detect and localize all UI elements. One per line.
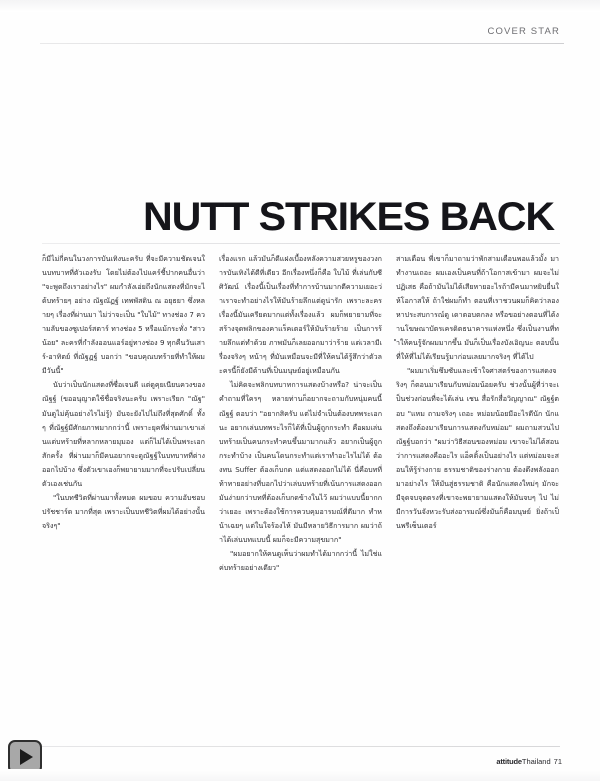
magazine-brand: attitude [496, 757, 522, 766]
folio [496, 757, 562, 766]
running-head [40, 26, 560, 44]
text-column-2 [219, 252, 382, 737]
text-column-3 [396, 252, 559, 737]
paragraph: สามเดือน พี่เขาก็มาถามว่าพักสามเดือนพอแล้วมั้ง มาทำงานเถอะ ผมเองเป็นคนที่ถ้าโอกาสเข้ามา ผมจะไม่ปฏิเสธ คือถ้ามันไม่ได้เสียหายอะไรถ้ามีคนมาหยิบยื่นให้โอกาสให้ ถ้าใช่ผมก็ทำ ตอนที่เราชวนผมก็คิดว่าลองหาประสบการณ์ดู เดาตอบตกลง หรือขอย่างตอนที่ได้งานโฆษณาบัตรเครดิตธนาคารแห่งหนึ่ง ซึ่งเป็นงานที่ทำให้คนรู้จักผมมากขึ้น มันก็เป็นเรื่องบังเอิญนะ ตอบนั้นที่ให้ที่ไม่ได้เรียนรู้มาก่อนเลยมากจริงๆ ที่ได้ไป [396, 254, 559, 362]
paragraph: ไม่คิดจะพลิกบทบาทการแสดงบ้างหรือ? น่าจะเป็นคำถามที่ใครๆ หลายท่านก็อยากจะถามกับหนุ่มคนนี้ ณัฐฐ์ ตอบว่า "อยากสิครับ แต่ไม่จำเป็นต้องบทพระเอกนะ อยากเล่นบทพระไรก็ได้ที่เป็นผู้ถูกกระทำ คือผมเล่นบทร้ายเป็นคนกระทำคนขึ้นมามากแล้ว อยากเป็นผู้ถูกกระทำบ้าง เป็นคนโดนกระทำแต่เราทำอะไรไม่ได้ ต้องทน Suffer ต้องเก็บกด แต่แสดงออกไม่ได้ นี่คือบทที่ท้าทายอย่างที่บอกไปว่าเล่นบทร้ายที่เน้นการแสดงออกมันง่ายกว่าบทที่ต้องเก็บกดข้างในไว้ ผมว่าแบบนี้ยากกว่าเยอะ เพราะต้องใช้การควบคุมอารมณ์ที่ดีมาก ทำหน้าเฉยๆ แต่ในใจร้องไห้ มันมีหลายวิธีการมาก ผมว่าถ้าได้เล่นบทแบบนี้ ผมก็จะมีความสุขมาก" [219, 380, 382, 544]
article-body [42, 252, 560, 737]
play-button[interactable] [8, 740, 42, 774]
paragraph: เรื่องแรก แล้วมันก็ดีแฝงเบื้องหลังความสวยหรูของวงการบันเทิงได้ดีที่เดียว อีกเรื่องหนึ่งก็คือ ใบไม้ ที่เล่นกับซี ศิวัฒน์ เรื่องนี้เป็นเรื่องที่ทำการบ้านมากตีความเยอะว่าเราจะทำอย่างไรให้มันร้ายลึกแต่ดูน่ารัก เพราะละครเรื่องนี้มันเครียดมากแต่ทั้งเรื่องแล้ว ผมก็พยายามที่จะสร้างจุดพลิกของคาแร็คเตอร์ให้มันร้ายร้าย เป็นการร้ายลึกแต่ทำด้วย ภาพมันก็เลยออกมาว่าร้าย แต่เวลามีเรื่องจริงๆ หน้าๆ ที่มันเหมือนจะมีที่ให้คนได้รู้สึกว่าตัวละครนี้ก็ยังมีด้านที่เป็นมนุษย์อยู่เหมือนกัน [219, 254, 382, 376]
paragraph: ก็มีไม่กี่คนในวงการบันเทิงนะครับ ที่จะมีความชัดเจนในบทบาทที่ตัวเองรับ โดยไม่ต้องไปแคร์ชี้ปากคนอื่นว่า "จะพูดถึงเราอย่างไร" ผมกำลังเอ่ยถึงนักแสดงที่มักจะได้บทร้ายๆ อย่าง ณัฐณัฏฐ์ เทพพัสดิน ณ อยุธยา ซึ่งหลายๆ เรื่องที่ผ่านมา ไม่ว่าจะเป็น "ใบไม้" ทางช่อง 7 ความลับของซูเปอร์สตาร์ ทางช่อง 5 หรือแม้กระทั่ง "สาวน้อย" ละครที่กำลังออนแอร์อยู่ทางช่อง 9 ทุกคืนวันเสาร์-อาทิตย์ ที่ณัฐฏฐ์ บอกว่า "ขอบคุณบทร้ายที่ทำให้ผมมีวันนี้" [42, 254, 205, 376]
paragraph: "ผมอยากให้คนดูเห็นว่าผมทำได้มากกว่านี้ ไม่ใช่แค่บทร้ายอย่างเดียว" [219, 548, 382, 573]
magazine-edition: Thailand [521, 757, 551, 766]
page-title: NUTT STRIKES BACK [143, 195, 555, 239]
scan-artifact-top [0, 0, 600, 12]
play-icon [20, 749, 33, 765]
footer-rule [42, 746, 560, 747]
scan-artifact-bottom [0, 769, 600, 781]
page-number: 71 [553, 757, 562, 766]
paragraph: "ผมมาเริ่มซึมซับและเข้าใจศาสตร์ของการแสดงจริงๆ ก็ตอนมาเรียนกับหม่อมน้อยครับ ช่วงนั้นผู้ที่ว่าจะเป็นช่วงก่อนที่จะได้เล่น เชน สื่อรักสื่อวิญญาณ" ณัฐฐ์ตอบ "แหม ถามจริงๆ เถอะ หม่อมน้อยมีอะไรดีนัก นักแสดงถึงต้องมาเรียนการแสดงกับหม่อม" ผมถามสวนไป ณัฐฐ์บอกว่า "ผมว่าวิธีสอนของหม่อม เขาจะไม่ได้สอนว่าการแสดงคืออะไร แอ็คติ้งเป็นอย่างไร แต่หม่อมจะสอนให้รู้ร่างกาย ธรรมชาติของร่างกาย ต้องดึงพลังออกมาอย่างไร ให้มันสู่ธรรมชาติ คือนักแสดงใหม่ๆ มักจะมีจุดจบจุดตรงที่เขาจะพยายามแสดงให้มันจบๆ ไป ไม่มีการวันจังหวะรับส่งอารมณ์ซึ่งมันก็คือมนุษย์ ยิ่งถ้าเป็นพรีเซ็นเตอร์ [396, 366, 559, 530]
paragraph: นับว่าเป็นนักแสดงที่ซื่อเจนดี แต่ดูคุยเนียนควงของณัฐฐ์ (ขออนุญาตใช้ชื่อจริงนะครับ เพราะเรียก "ณัฐ" มันดูไม่คุ้นอย่างไรไม่รู้) มันจะยังไปไม่ถึงที่สุดศักดิ์ ทั้งๆ ที่ณัฐฐ์มีศักยภาพมากกว่านี้ เพราะยุคที่ผ่านมาเขาเล่นแต่บทร้ายที่หลากหลายมุมอง แต่ก็ไม่ได้เป็นพระเอกสักครั้ง ที่ผ่านมาก็มีคนอยากจะดูณัฐฐ์ในบทบาทที่ต่างออกไปบ้าง ซึ่งตัวเขาเองก็พยายามมากที่จะปรับเปลี่ยนตัวเองเช่นกัน [42, 380, 205, 488]
section-label: COVER STAR [487, 26, 560, 37]
paragraph: "ในบทชีวิตที่ผ่านมาทั้งหมด ผมขอบ ความอับชอบปรัชชาร์ด มากที่สุด เพราะเป็นบทชีวิตที่ผมได้อย่างนั้นจริงๆ" [42, 492, 205, 530]
text-column-1 [42, 252, 205, 737]
running-head-rule [40, 43, 564, 44]
headline-rule [42, 243, 560, 244]
